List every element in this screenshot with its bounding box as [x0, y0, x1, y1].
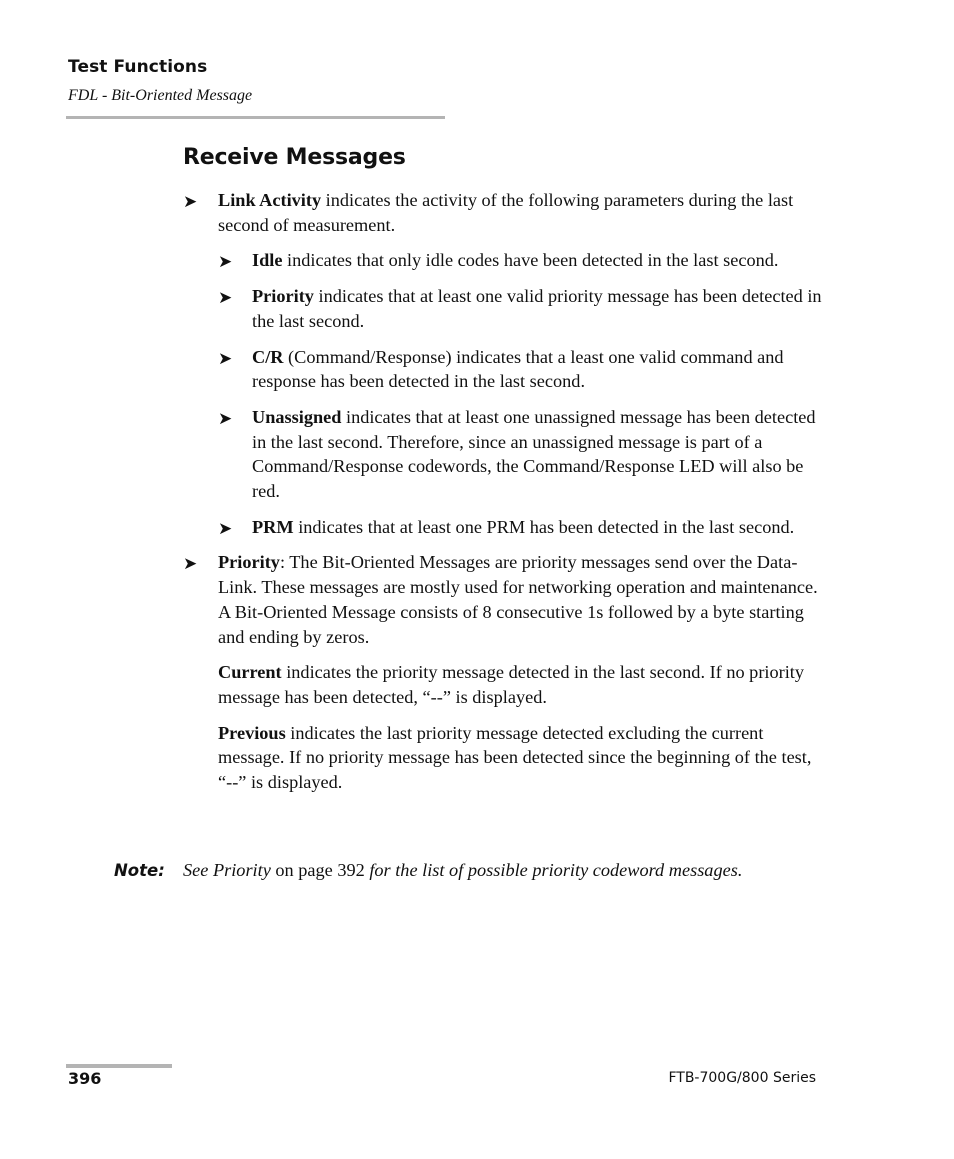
- paragraph-previous: [218, 721, 823, 795]
- bullet-term: Priority: [252, 286, 314, 307]
- product-series: FTB-700G/800 Series: [668, 1070, 816, 1086]
- note-label: Note:: [114, 861, 165, 880]
- bullet-priority-activity: [218, 284, 823, 333]
- bullet-link-activity: [183, 188, 823, 539]
- footer-divider: [66, 1064, 172, 1068]
- bullet-term: Idle: [252, 250, 283, 271]
- arrowhead-right-icon: ➤: [218, 288, 233, 309]
- bullet-term: Priority: [218, 552, 280, 573]
- note-text: for the list of possible priority codeword messages.: [369, 860, 743, 880]
- bullet-term: C/R: [252, 346, 284, 367]
- page-number: 396: [68, 1069, 102, 1088]
- header-divider: [66, 116, 445, 119]
- bullet-prm: [218, 515, 823, 540]
- bullet-text: indicates that at least one unassigned message has been detected in the last second. Therefore, since an unassigned message is part of a Command/Response codewords, the Command/Response LED will also be red.: [252, 406, 816, 502]
- arrowhead-right-icon: ➤: [218, 408, 233, 429]
- arrowhead-right-icon: ➤: [218, 252, 233, 273]
- bullet-term: PRM: [252, 516, 294, 537]
- note-page-ref: on page 392: [270, 860, 370, 880]
- bullet-text: indicates that only idle codes have been detected in the last second.: [282, 250, 779, 271]
- arrowhead-right-icon: ➤: [183, 554, 198, 575]
- section-content: [183, 188, 823, 806]
- bullet-text: indicates that at least one valid priority message has been detected in the last second.: [252, 286, 822, 331]
- arrowhead-right-icon: ➤: [218, 348, 233, 369]
- bullet-text: (Command/Response) indicates that a least one valid command and response has been detected in the last second.: [252, 346, 784, 392]
- sub-bullet-list: [218, 248, 823, 539]
- bullet-priority: [183, 550, 823, 649]
- paragraph-term: Previous: [218, 722, 286, 743]
- bullet-unassigned: [218, 405, 823, 504]
- header-title: Test Functions: [68, 57, 208, 77]
- bullet-term: Unassigned: [252, 406, 342, 427]
- bullet-cr: [218, 345, 823, 394]
- bullet-text: indicates the activity of the following parameters during the last second of measurement.: [218, 190, 794, 235]
- paragraph-term: Current: [218, 662, 282, 683]
- bullet-text: indicates that at least one PRM has been detected in the last second.: [293, 516, 795, 537]
- bullet-text: : The Bit-Oriented Messages are priority messages send over the Data-Link. These messages are mostly used for networking operation and maintenance. A Bit-Oriented Message consists of 8 consecutive 1s followed by a byte starting and ending by zeros.: [218, 552, 818, 647]
- bullet-term: Link Activity: [218, 190, 322, 210]
- paragraph-current: [218, 660, 823, 709]
- paragraph-text: indicates the last priority message detected excluding the current message. If no priority message has been detected since the beginning of the test, “--” is displayed.: [218, 722, 812, 793]
- section-title: Receive Messages: [183, 145, 406, 170]
- arrowhead-right-icon: ➤: [183, 192, 198, 212]
- bullet-idle: [218, 248, 823, 273]
- arrowhead-right-icon: ➤: [218, 518, 233, 539]
- note-link-priority[interactable]: See Priority: [183, 860, 271, 880]
- paragraph-text: indicates the priority message detected in the last second. If no priority message has been detected, “--” is displayed.: [218, 662, 805, 707]
- note: [114, 858, 834, 884]
- header-subtitle: FDL - Bit-Oriented Message: [68, 87, 253, 104]
